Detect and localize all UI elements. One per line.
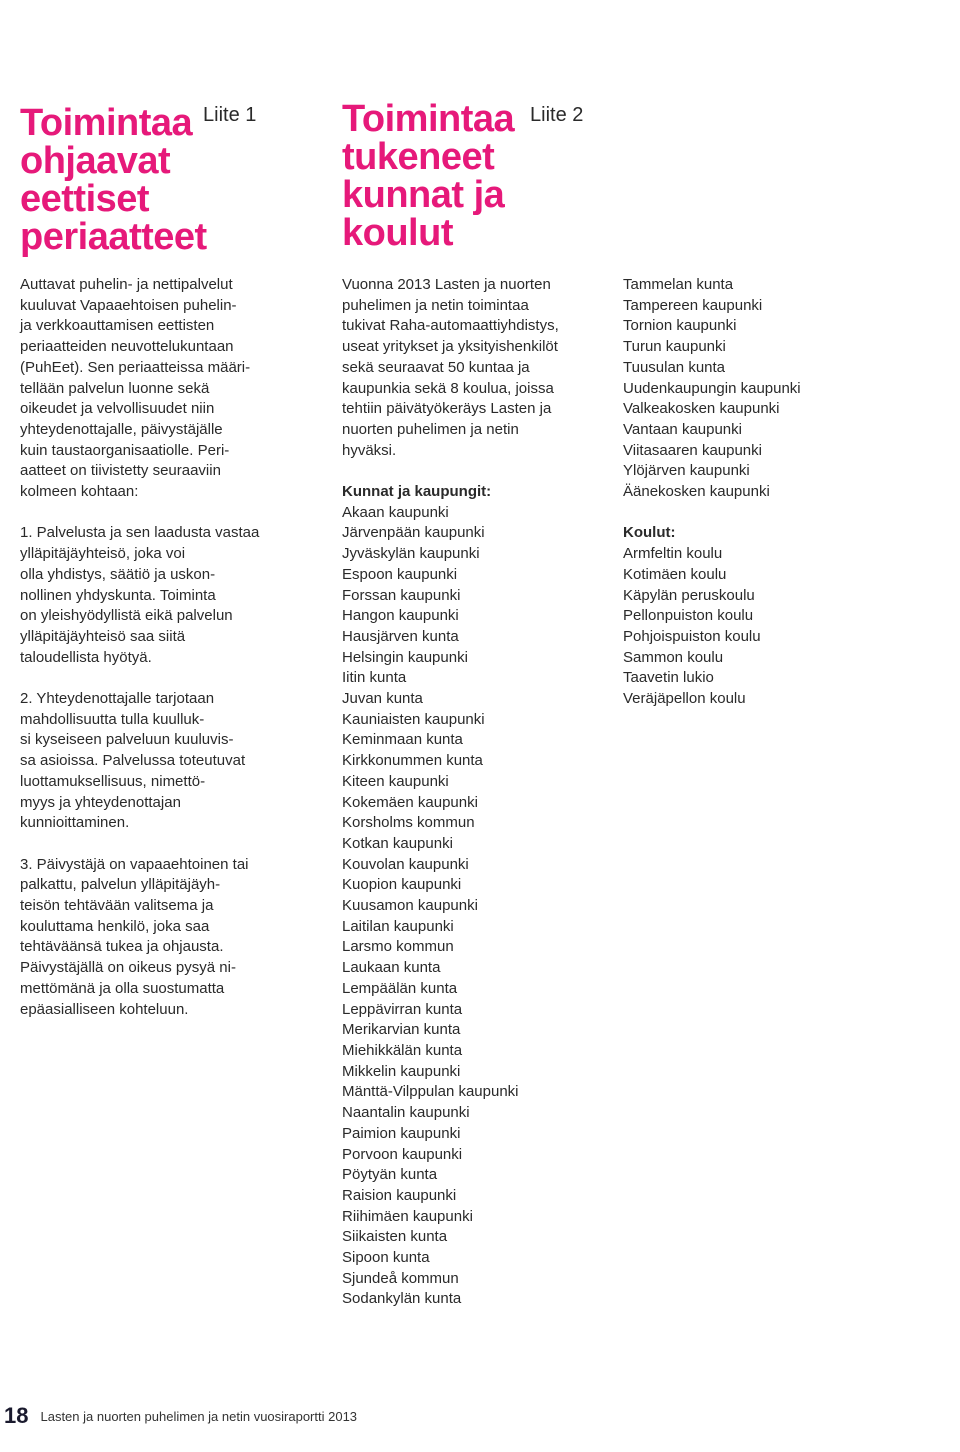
text-line: taloudellista hyötyä.: [20, 648, 152, 666]
list-item: Leppävirran kunta: [342, 1000, 463, 1018]
intro-paragraph: [20, 275, 310, 503]
text-line: si kyseiseen palveluun kuuluvis-: [20, 731, 234, 749]
list-item: Helsingin kaupunki: [342, 648, 468, 666]
list-item: Vantaan kaupunki: [623, 420, 742, 438]
list-item: Sjundeå kommun: [342, 1269, 459, 1287]
heading-line: tukeneet: [342, 136, 495, 178]
list-item: Järvenpään kaupunki: [342, 524, 485, 542]
list-item: Riihimäen kaupunki: [342, 1207, 473, 1225]
list-item: Hausjärven kunta: [342, 627, 459, 645]
text-line: kuin taustaorganisaatiolle. Peri-: [20, 441, 230, 459]
text-line: tukivat Raha-automaattiyhdistys,: [342, 317, 559, 335]
section1-body: [20, 275, 310, 1020]
text-line: periaatteiden neuvottelukuntaan: [20, 338, 234, 356]
text-line: Päivystäjällä on oikeus pysyä ni-: [20, 959, 236, 977]
page-number: 18: [4, 1403, 29, 1428]
list-item: Äänekosken kaupunki: [623, 483, 770, 501]
list-item: Kotimäen koulu: [623, 565, 727, 583]
text-line: tellään palvelun luonne sekä: [20, 379, 210, 397]
text-line: puhelimen ja netin toimintaa: [342, 296, 529, 314]
section1-heading: [20, 104, 207, 256]
heading-line: Toimintaa: [20, 102, 193, 144]
list-item: Naantalin kaupunki: [342, 1104, 470, 1122]
municipalities-title: Kunnat ja kaupungit:: [342, 483, 492, 501]
text-line: Auttavat puhelin- ja nettipalvelut: [20, 276, 233, 293]
list-item: Laitilan kaupunki: [342, 917, 454, 935]
list-item: Forssan kaupunki: [342, 586, 461, 604]
list-item: Ylöjärven kaupunki: [623, 462, 750, 480]
list-item: Kauniaisten kaupunki: [342, 710, 485, 728]
list-item: Tuusulan kunta: [623, 358, 726, 376]
text-line: luottamuksellisuus, nimettö-: [20, 772, 206, 790]
text-line: (PuhEet). Sen periaatteissa määri-: [20, 358, 251, 376]
list-item: Kuusamon kaupunki: [342, 897, 478, 915]
text-line: myys ja yhteydenottajan: [20, 793, 181, 811]
list-item: Miehikkälän kunta: [342, 1042, 463, 1059]
text-line: hyväksi.: [342, 441, 397, 459]
text-line: palkattu, palvelun ylläpitäjäyh-: [20, 876, 221, 894]
list-item: Tammelan kunta: [623, 276, 734, 293]
support-intro: [342, 275, 602, 461]
list-item: Siikaisten kunta: [342, 1228, 448, 1246]
text-line: teisön tehtävään valitsema ja: [20, 897, 214, 915]
section2-heading: [342, 100, 514, 252]
list-item: Mikkelin kaupunki: [342, 1062, 461, 1080]
list-item: Valkeakosken kaupunki: [623, 400, 780, 418]
text-line: useat yritykset ja yksityishenkilöt: [342, 338, 558, 356]
list-item: Kuopion kaupunki: [342, 876, 462, 894]
principle-3: [20, 855, 310, 1021]
text-line: sekä seuraavat 50 kuntaa ja: [342, 358, 530, 376]
text-line: 1. Palvelusta ja sen laadusta vastaa: [20, 524, 260, 542]
list-item: Taavetin lukio: [623, 669, 714, 687]
heading-line: kunnat ja: [342, 174, 505, 216]
text-line: nollinen yhdyskunta. Toiminta: [20, 586, 216, 604]
municipality-list-continued: [623, 275, 923, 503]
text-line: sa asioissa. Palvelussa toteutuvat: [20, 752, 246, 770]
list-item: Kirkkonummen kunta: [342, 752, 483, 770]
page-footer: [0, 1400, 357, 1432]
heading-line: ohjaavat: [20, 140, 171, 182]
text-line: nuorten puhelimen ja netin: [342, 420, 519, 438]
list-item: Larsmo kommun: [342, 938, 454, 956]
school-list: [623, 544, 923, 710]
municipality-list: [342, 503, 602, 1310]
text-line: Vuonna 2013 Lasten ja nuorten: [342, 276, 551, 293]
list-item: Akaan kaupunki: [342, 503, 449, 521]
list-item: Raision kaupunki: [342, 1186, 457, 1204]
text-line: tehtäväänsä tukea ja ohjausta.: [20, 938, 224, 956]
list-item: Turun kaupunki: [623, 338, 726, 356]
text-line: tehtiin päivätyökeräys Lasten ja: [342, 400, 552, 418]
text-line: olla yhdistys, säätiö ja uskon-: [20, 565, 216, 583]
report-title: Lasten ja nuorten puhelimen ja netin vuosiraportti 2013: [40, 1408, 358, 1424]
list-item: Hangon kaupunki: [342, 607, 459, 625]
text-line: kuuluvat Vapaaehtoisen puhelin-: [20, 296, 237, 314]
list-item: Armfeltin koulu: [623, 545, 723, 563]
section2-col-b: [623, 275, 923, 710]
text-line: kolmeen kohtaan:: [20, 483, 139, 501]
list-item: Tampereen kaupunki: [623, 296, 763, 314]
list-item: Kotkan kaupunki: [342, 834, 453, 852]
list-item: Iitin kunta: [342, 669, 407, 687]
list-item: Kouvolan kaupunki: [342, 855, 469, 873]
list-item: Juvan kunta: [342, 690, 423, 708]
text-line: mahdollisuutta tulla kuulluk-: [20, 710, 205, 728]
list-item: Sodankylän kunta: [342, 1290, 462, 1308]
text-line: mettömänä ja olla suostumatta: [20, 979, 225, 997]
section2-col-a: [342, 275, 602, 1310]
list-item: Käpylän peruskoulu: [623, 586, 755, 604]
text-line: kunnioittaminen.: [20, 814, 130, 832]
list-item: Keminmaan kunta: [342, 731, 463, 749]
text-line: aatteet on tiivistetty seuraaviin: [20, 462, 221, 480]
list-item: Sammon koulu: [623, 648, 724, 666]
list-item: Veräjäpellon koulu: [623, 690, 746, 708]
text-line: ja verkkoauttamisen eettisten: [20, 317, 215, 335]
text-line: ylläpitäjäyhteisö, joka voi: [20, 545, 186, 563]
list-item: Tornion kaupunki: [623, 317, 737, 335]
principle-2: [20, 689, 310, 834]
text-line: 2. Yhteydenottajalle tarjotaan: [20, 690, 215, 708]
list-item: Merikarvian kunta: [342, 1021, 461, 1039]
list-item: Sipoon kunta: [342, 1249, 430, 1267]
list-item: Uudenkaupungin kaupunki: [623, 379, 801, 397]
list-item: Pöytyän kunta: [342, 1166, 438, 1184]
schools-title: Koulut:: [623, 524, 676, 542]
list-item: Mänttä-Vilppulan kaupunki: [342, 1083, 519, 1101]
text-line: kouluttama henkilö, joka saa: [20, 917, 210, 935]
text-line: oikeudet ja velvollisuudet niin: [20, 400, 215, 418]
list-item: Paimion kaupunki: [342, 1124, 461, 1142]
text-line: on yleishyödyllistä eikä palvelun: [20, 607, 233, 625]
text-line: kaupunkia sekä 8 koulua, joissa: [342, 379, 554, 397]
heading-line: koulut: [342, 212, 453, 254]
heading-line: eettiset: [20, 178, 150, 220]
list-item: Lempäälän kunta: [342, 979, 458, 997]
appendix-1-tag: Liite 1: [203, 104, 257, 126]
list-item: Kokemäen kaupunki: [342, 793, 478, 811]
appendix-2-tag: Liite 2: [530, 104, 584, 126]
list-item: Pohjoispuiston koulu: [623, 627, 761, 645]
principle-1: [20, 523, 310, 668]
list-item: Viitasaaren kaupunki: [623, 441, 762, 459]
text-line: ylläpitäjäyhteisö saa siitä: [20, 627, 186, 645]
list-item: Jyväskylän kaupunki: [342, 545, 480, 563]
list-item: Laukaan kunta: [342, 959, 441, 977]
list-item: Kiteen kaupunki: [342, 772, 449, 790]
text-line: yhteydenottajalle, päivystäjälle: [20, 420, 223, 438]
list-item: Pellonpuiston koulu: [623, 607, 754, 625]
list-item: Porvoon kaupunki: [342, 1145, 463, 1163]
text-line: 3. Päivystäjä on vapaaehtoinen tai: [20, 855, 249, 873]
text-line: epäasialliseen kohteluun.: [20, 1000, 189, 1018]
list-item: Korsholms kommun: [342, 814, 475, 832]
heading-line: periaatteet: [20, 216, 207, 258]
heading-line: Toimintaa: [342, 98, 515, 140]
list-item: Espoon kaupunki: [342, 565, 458, 583]
